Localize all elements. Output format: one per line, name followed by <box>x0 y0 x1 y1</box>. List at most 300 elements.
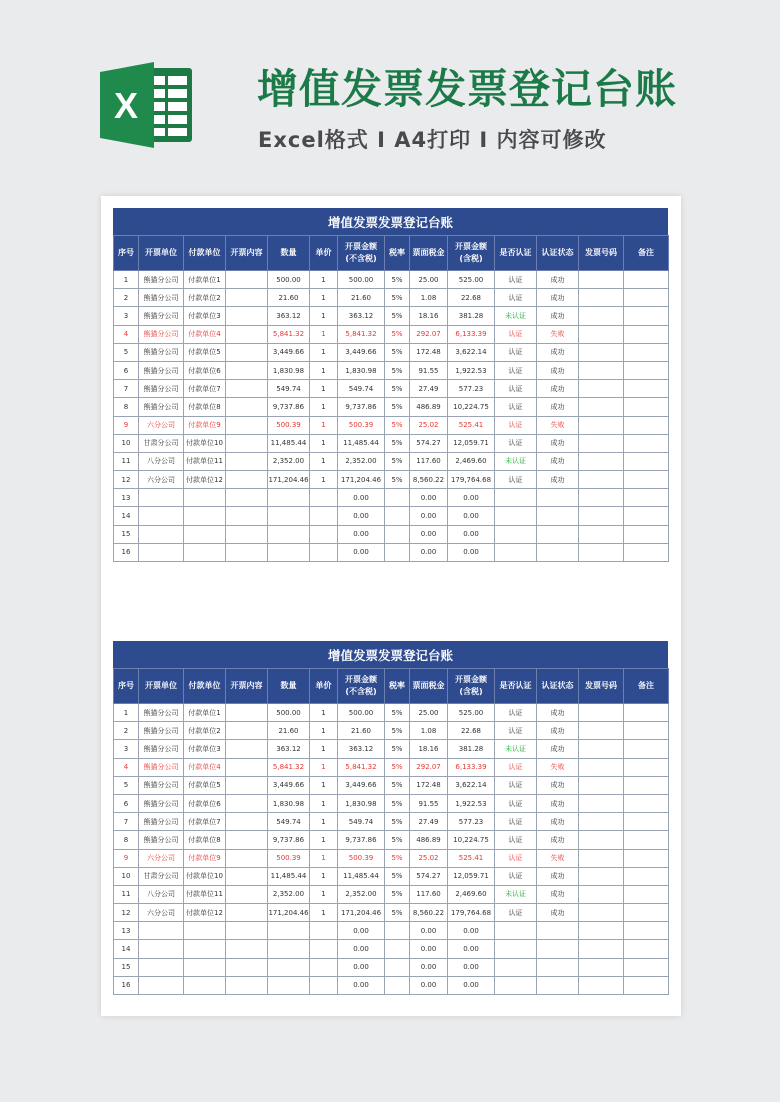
table-cell[interactable] <box>226 543 268 561</box>
table-cell[interactable] <box>579 361 624 379</box>
table-cell[interactable]: 171,204.46 <box>268 471 310 489</box>
table-cell[interactable] <box>579 904 624 922</box>
table-cell[interactable]: 9,737.86 <box>338 398 385 416</box>
table-cell[interactable]: 9,737.86 <box>338 831 385 849</box>
table-cell[interactable]: 5% <box>385 361 410 379</box>
table-cell[interactable]: 1 <box>310 361 338 379</box>
table-cell[interactable]: 1.08 <box>410 722 448 740</box>
table-cell[interactable]: 2 <box>114 289 139 307</box>
table-cell[interactable]: 9,737.86 <box>268 831 310 849</box>
table-cell[interactable] <box>624 380 669 398</box>
table-cell[interactable]: 5% <box>385 904 410 922</box>
table-cell[interactable] <box>624 416 669 434</box>
table-cell[interactable]: 未认证 <box>495 307 537 325</box>
table-cell[interactable]: 成功 <box>537 794 579 812</box>
table-cell[interactable] <box>624 507 669 525</box>
table-cell[interactable] <box>184 525 226 543</box>
table-cell[interactable]: 熊猫分公司 <box>139 740 184 758</box>
table-cell[interactable]: 未认证 <box>495 740 537 758</box>
table-cell[interactable]: 0.00 <box>338 922 385 940</box>
table-cell[interactable]: 5% <box>385 471 410 489</box>
table-cell[interactable] <box>579 543 624 561</box>
table-cell[interactable]: 5% <box>385 325 410 343</box>
table-cell[interactable] <box>579 452 624 470</box>
table-cell[interactable]: 12 <box>114 904 139 922</box>
table-cell[interactable]: 91.55 <box>410 361 448 379</box>
table-cell[interactable] <box>226 849 268 867</box>
table-cell[interactable]: 25.02 <box>410 849 448 867</box>
table-cell[interactable] <box>579 704 624 722</box>
table-cell[interactable] <box>495 958 537 976</box>
table-cell[interactable]: 549.74 <box>338 813 385 831</box>
table-cell[interactable]: 5% <box>385 289 410 307</box>
table-cell[interactable]: 认证 <box>495 758 537 776</box>
table-cell[interactable]: 5% <box>385 452 410 470</box>
table-cell[interactable] <box>184 922 226 940</box>
table-cell[interactable]: 熊猫分公司 <box>139 813 184 831</box>
table-cell[interactable]: 1 <box>310 867 338 885</box>
table-cell[interactable] <box>268 922 310 940</box>
table-cell[interactable]: 1 <box>310 325 338 343</box>
table-cell[interactable]: 认证 <box>495 434 537 452</box>
table-cell[interactable] <box>579 489 624 507</box>
table-cell[interactable] <box>537 958 579 976</box>
table-cell[interactable] <box>624 940 669 958</box>
table-cell[interactable]: 0.00 <box>338 543 385 561</box>
table-cell[interactable]: 1 <box>310 471 338 489</box>
table-cell[interactable] <box>537 940 579 958</box>
table-cell[interactable]: 2,352.00 <box>268 885 310 903</box>
table-cell[interactable]: 付款单位5 <box>184 776 226 794</box>
table-cell[interactable]: 172.48 <box>410 343 448 361</box>
table-cell[interactable]: 8 <box>114 831 139 849</box>
table-cell[interactable] <box>624 471 669 489</box>
table-cell[interactable] <box>226 867 268 885</box>
table-cell[interactable] <box>579 380 624 398</box>
table-cell[interactable] <box>624 289 669 307</box>
table-cell[interactable] <box>385 543 410 561</box>
table-cell[interactable]: 付款单位8 <box>184 398 226 416</box>
table-cell[interactable]: 5% <box>385 885 410 903</box>
table-cell[interactable]: 363.12 <box>338 740 385 758</box>
table-cell[interactable]: 熊猫分公司 <box>139 380 184 398</box>
table-cell[interactable] <box>310 940 338 958</box>
table-cell[interactable] <box>385 940 410 958</box>
table-cell[interactable]: 成功 <box>537 813 579 831</box>
table-cell[interactable]: 认证 <box>495 776 537 794</box>
table-cell[interactable]: 失败 <box>537 849 579 867</box>
table-cell[interactable]: 1 <box>310 398 338 416</box>
table-cell[interactable] <box>226 271 268 289</box>
table-cell[interactable] <box>226 416 268 434</box>
table-cell[interactable]: 5 <box>114 776 139 794</box>
table-cell[interactable]: 6,133.39 <box>448 758 495 776</box>
table-cell[interactable]: 付款单位10 <box>184 434 226 452</box>
table-cell[interactable] <box>624 361 669 379</box>
table-cell[interactable] <box>385 922 410 940</box>
table-cell[interactable] <box>624 740 669 758</box>
table-cell[interactable] <box>624 543 669 561</box>
table-cell[interactable]: 付款单位11 <box>184 452 226 470</box>
table-cell[interactable] <box>226 325 268 343</box>
table-cell[interactable] <box>537 507 579 525</box>
table-cell[interactable] <box>624 325 669 343</box>
table-cell[interactable]: 22.68 <box>448 722 495 740</box>
table-cell[interactable]: 11,485.44 <box>268 434 310 452</box>
table-cell[interactable] <box>139 489 184 507</box>
table-cell[interactable]: 5% <box>385 343 410 361</box>
table-cell[interactable]: 认证 <box>495 704 537 722</box>
table-cell[interactable]: 1 <box>114 704 139 722</box>
table-cell[interactable]: 5% <box>385 416 410 434</box>
table-cell[interactable]: 0.00 <box>410 543 448 561</box>
table-cell[interactable] <box>624 398 669 416</box>
table-cell[interactable] <box>310 922 338 940</box>
table-cell[interactable]: 6 <box>114 361 139 379</box>
table-cell[interactable]: 熊猫分公司 <box>139 704 184 722</box>
table-cell[interactable] <box>226 794 268 812</box>
table-cell[interactable]: 付款单位9 <box>184 416 226 434</box>
table-cell[interactable]: 成功 <box>537 361 579 379</box>
table-cell[interactable]: 付款单位9 <box>184 849 226 867</box>
table-cell[interactable] <box>310 958 338 976</box>
table-cell[interactable] <box>579 794 624 812</box>
table-cell[interactable]: 2,352.00 <box>268 452 310 470</box>
table-cell[interactable]: 179,764.68 <box>448 471 495 489</box>
table-cell[interactable] <box>624 307 669 325</box>
table-cell[interactable] <box>579 776 624 794</box>
table-cell[interactable] <box>495 940 537 958</box>
table-cell[interactable] <box>579 813 624 831</box>
table-cell[interactable] <box>268 543 310 561</box>
table-cell[interactable]: 付款单位12 <box>184 471 226 489</box>
table-cell[interactable]: 0.00 <box>410 525 448 543</box>
table-cell[interactable] <box>310 543 338 561</box>
table-cell[interactable]: 525.41 <box>448 849 495 867</box>
table-cell[interactable] <box>385 958 410 976</box>
table-cell[interactable]: 1 <box>310 758 338 776</box>
table-cell[interactable]: 甘肃分公司 <box>139 867 184 885</box>
table-cell[interactable]: 549.74 <box>338 380 385 398</box>
table-cell[interactable]: 甘肃分公司 <box>139 434 184 452</box>
table-cell[interactable] <box>624 958 669 976</box>
table-cell[interactable] <box>268 525 310 543</box>
table-cell[interactable]: 5% <box>385 704 410 722</box>
table-cell[interactable]: 认证 <box>495 849 537 867</box>
table-cell[interactable]: 577.23 <box>448 813 495 831</box>
table-cell[interactable]: 171,204.46 <box>268 904 310 922</box>
table-cell[interactable]: 549.74 <box>268 813 310 831</box>
table-cell[interactable] <box>226 740 268 758</box>
table-cell[interactable]: 1 <box>310 704 338 722</box>
table-cell[interactable]: 500.00 <box>268 271 310 289</box>
table-cell[interactable]: 6,133.39 <box>448 325 495 343</box>
table-cell[interactable]: 5% <box>385 307 410 325</box>
table-cell[interactable] <box>579 831 624 849</box>
table-cell[interactable] <box>226 722 268 740</box>
table-cell[interactable]: 500.39 <box>338 849 385 867</box>
table-cell[interactable] <box>579 398 624 416</box>
table-cell[interactable]: 认证 <box>495 289 537 307</box>
table-cell[interactable] <box>579 307 624 325</box>
table-cell[interactable] <box>184 489 226 507</box>
table-cell[interactable]: 12,059.71 <box>448 434 495 452</box>
table-cell[interactable] <box>624 489 669 507</box>
table-cell[interactable] <box>139 922 184 940</box>
table-cell[interactable] <box>624 525 669 543</box>
table-cell[interactable] <box>184 543 226 561</box>
table-cell[interactable]: 11 <box>114 452 139 470</box>
table-cell[interactable]: 成功 <box>537 831 579 849</box>
table-cell[interactable]: 认证 <box>495 325 537 343</box>
table-cell[interactable]: 付款单位10 <box>184 867 226 885</box>
table-cell[interactable]: 9 <box>114 849 139 867</box>
table-cell[interactable]: 付款单位6 <box>184 361 226 379</box>
table-cell[interactable]: 13 <box>114 489 139 507</box>
table-cell[interactable]: 3,449.66 <box>338 343 385 361</box>
table-cell[interactable]: 1 <box>310 271 338 289</box>
table-cell[interactable]: 付款单位1 <box>184 704 226 722</box>
table-cell[interactable] <box>226 471 268 489</box>
table-cell[interactable]: 0.00 <box>448 543 495 561</box>
table-cell[interactable]: 21.60 <box>268 722 310 740</box>
table-cell[interactable]: 16 <box>114 976 139 994</box>
table-cell[interactable]: 15 <box>114 525 139 543</box>
table-cell[interactable]: 25.00 <box>410 271 448 289</box>
table-cell[interactable] <box>579 722 624 740</box>
table-cell[interactable]: 14 <box>114 507 139 525</box>
table-cell[interactable]: 6 <box>114 794 139 812</box>
table-cell[interactable]: 0.00 <box>338 976 385 994</box>
table-cell[interactable]: 549.74 <box>268 380 310 398</box>
table-cell[interactable] <box>385 489 410 507</box>
table-cell[interactable] <box>495 525 537 543</box>
table-cell[interactable] <box>537 489 579 507</box>
table-cell[interactable]: 18.16 <box>410 307 448 325</box>
table-cell[interactable]: 八分公司 <box>139 885 184 903</box>
table-cell[interactable] <box>579 343 624 361</box>
table-cell[interactable]: 179,764.68 <box>448 904 495 922</box>
table-cell[interactable] <box>624 813 669 831</box>
table-cell[interactable]: 21.60 <box>338 289 385 307</box>
table-cell[interactable]: 1 <box>310 452 338 470</box>
table-cell[interactable]: 0.00 <box>338 940 385 958</box>
table-cell[interactable] <box>624 434 669 452</box>
table-cell[interactable]: 171,204.46 <box>338 471 385 489</box>
table-cell[interactable]: 25.02 <box>410 416 448 434</box>
table-cell[interactable]: 认证 <box>495 722 537 740</box>
table-cell[interactable]: 付款单位6 <box>184 794 226 812</box>
table-cell[interactable] <box>139 976 184 994</box>
table-cell[interactable] <box>139 543 184 561</box>
table-cell[interactable]: 3,449.66 <box>338 776 385 794</box>
table-cell[interactable]: 2,469.60 <box>448 452 495 470</box>
table-cell[interactable] <box>226 307 268 325</box>
table-cell[interactable]: 0.00 <box>338 958 385 976</box>
table-cell[interactable]: 熊猫分公司 <box>139 307 184 325</box>
table-cell[interactable]: 0.00 <box>448 525 495 543</box>
table-cell[interactable]: 363.12 <box>338 307 385 325</box>
table-cell[interactable]: 成功 <box>537 776 579 794</box>
table-cell[interactable] <box>226 976 268 994</box>
table-cell[interactable]: 5% <box>385 849 410 867</box>
table-cell[interactable]: 577.23 <box>448 380 495 398</box>
table-cell[interactable]: 熊猫分公司 <box>139 361 184 379</box>
table-cell[interactable]: 付款单位5 <box>184 343 226 361</box>
table-cell[interactable]: 5,841.32 <box>268 758 310 776</box>
table-cell[interactable]: 成功 <box>537 271 579 289</box>
table-cell[interactable] <box>226 343 268 361</box>
table-cell[interactable] <box>624 976 669 994</box>
table-cell[interactable]: 117.60 <box>410 885 448 903</box>
table-cell[interactable] <box>385 525 410 543</box>
table-cell[interactable]: 付款单位7 <box>184 813 226 831</box>
table-cell[interactable] <box>579 271 624 289</box>
table-cell[interactable]: 381.28 <box>448 740 495 758</box>
table-cell[interactable]: 1,922.53 <box>448 794 495 812</box>
table-cell[interactable] <box>310 525 338 543</box>
table-cell[interactable]: 3 <box>114 307 139 325</box>
table-cell[interactable]: 5,841.32 <box>338 758 385 776</box>
table-cell[interactable]: 574.27 <box>410 867 448 885</box>
table-cell[interactable] <box>579 325 624 343</box>
table-cell[interactable] <box>226 758 268 776</box>
table-cell[interactable]: 21.60 <box>268 289 310 307</box>
table-cell[interactable]: 八分公司 <box>139 452 184 470</box>
table-cell[interactable]: 292.07 <box>410 758 448 776</box>
table-cell[interactable]: 292.07 <box>410 325 448 343</box>
table-cell[interactable]: 0.00 <box>338 507 385 525</box>
table-cell[interactable] <box>226 489 268 507</box>
table-cell[interactable]: 525.41 <box>448 416 495 434</box>
table-cell[interactable]: 熊猫分公司 <box>139 271 184 289</box>
table-cell[interactable] <box>226 452 268 470</box>
table-cell[interactable]: 熊猫分公司 <box>139 325 184 343</box>
table-cell[interactable] <box>268 976 310 994</box>
table-cell[interactable]: 失败 <box>537 416 579 434</box>
table-cell[interactable]: 熊猫分公司 <box>139 794 184 812</box>
table-cell[interactable] <box>310 489 338 507</box>
table-cell[interactable]: 熊猫分公司 <box>139 831 184 849</box>
table-cell[interactable]: 0.00 <box>410 958 448 976</box>
table-cell[interactable]: 认证 <box>495 813 537 831</box>
table-cell[interactable] <box>226 434 268 452</box>
table-cell[interactable]: 171,204.46 <box>338 904 385 922</box>
table-cell[interactable]: 7 <box>114 813 139 831</box>
table-cell[interactable]: 5% <box>385 794 410 812</box>
table-cell[interactable] <box>226 940 268 958</box>
table-cell[interactable]: 0.00 <box>448 976 495 994</box>
table-cell[interactable] <box>226 776 268 794</box>
table-cell[interactable]: 15 <box>114 958 139 976</box>
table-cell[interactable]: 付款单位1 <box>184 271 226 289</box>
table-cell[interactable]: 0.00 <box>410 940 448 958</box>
table-cell[interactable] <box>226 904 268 922</box>
table-cell[interactable]: 25.00 <box>410 704 448 722</box>
table-cell[interactable] <box>624 922 669 940</box>
table-cell[interactable]: 成功 <box>537 471 579 489</box>
table-cell[interactable]: 1,830.98 <box>268 361 310 379</box>
table-cell[interactable]: 172.48 <box>410 776 448 794</box>
table-cell[interactable]: 熊猫分公司 <box>139 398 184 416</box>
table-cell[interactable] <box>495 976 537 994</box>
table-cell[interactable]: 付款单位4 <box>184 325 226 343</box>
table-cell[interactable] <box>226 922 268 940</box>
table-cell[interactable]: 成功 <box>537 904 579 922</box>
table-cell[interactable]: 12,059.71 <box>448 867 495 885</box>
table-cell[interactable]: 1 <box>310 794 338 812</box>
table-cell[interactable] <box>184 958 226 976</box>
table-cell[interactable]: 认证 <box>495 867 537 885</box>
table-cell[interactable]: 成功 <box>537 740 579 758</box>
table-cell[interactable] <box>226 813 268 831</box>
table-cell[interactable] <box>184 976 226 994</box>
table-cell[interactable]: 16 <box>114 543 139 561</box>
table-cell[interactable] <box>139 525 184 543</box>
table-cell[interactable]: 熊猫分公司 <box>139 758 184 776</box>
table-cell[interactable]: 1.08 <box>410 289 448 307</box>
table-cell[interactable]: 成功 <box>537 289 579 307</box>
table-cell[interactable]: 500.39 <box>338 416 385 434</box>
table-cell[interactable] <box>226 885 268 903</box>
table-cell[interactable]: 8,560.22 <box>410 904 448 922</box>
table-cell[interactable] <box>139 958 184 976</box>
table-cell[interactable]: 认证 <box>495 904 537 922</box>
table-cell[interactable]: 1 <box>310 722 338 740</box>
table-cell[interactable] <box>268 507 310 525</box>
table-cell[interactable]: 574.27 <box>410 434 448 452</box>
table-cell[interactable]: 10,224.75 <box>448 398 495 416</box>
table-cell[interactable] <box>579 740 624 758</box>
table-cell[interactable]: 1 <box>310 831 338 849</box>
table-cell[interactable]: 0.00 <box>448 922 495 940</box>
table-cell[interactable] <box>537 525 579 543</box>
table-cell[interactable]: 5% <box>385 722 410 740</box>
table-cell[interactable]: 2,352.00 <box>338 452 385 470</box>
table-cell[interactable]: 5,841.32 <box>268 325 310 343</box>
table-cell[interactable] <box>579 416 624 434</box>
table-cell[interactable]: 4 <box>114 758 139 776</box>
table-cell[interactable]: 525.00 <box>448 704 495 722</box>
table-cell[interactable] <box>624 776 669 794</box>
table-cell[interactable] <box>624 867 669 885</box>
table-cell[interactable] <box>268 489 310 507</box>
table-cell[interactable]: 18.16 <box>410 740 448 758</box>
table-cell[interactable] <box>226 831 268 849</box>
table-cell[interactable]: 成功 <box>537 307 579 325</box>
table-cell[interactable]: 3 <box>114 740 139 758</box>
table-cell[interactable] <box>385 507 410 525</box>
table-cell[interactable]: 3,449.66 <box>268 776 310 794</box>
table-cell[interactable]: 成功 <box>537 343 579 361</box>
table-cell[interactable]: 认证 <box>495 831 537 849</box>
table-cell[interactable]: 1,830.98 <box>338 361 385 379</box>
table-cell[interactable]: 27.49 <box>410 380 448 398</box>
table-cell[interactable] <box>579 758 624 776</box>
table-cell[interactable]: 成功 <box>537 434 579 452</box>
table-cell[interactable]: 2,469.60 <box>448 885 495 903</box>
table-cell[interactable] <box>139 507 184 525</box>
table-cell[interactable]: 成功 <box>537 452 579 470</box>
table-cell[interactable]: 2 <box>114 722 139 740</box>
table-cell[interactable]: 500.00 <box>338 704 385 722</box>
table-cell[interactable]: 5% <box>385 434 410 452</box>
table-cell[interactable] <box>624 343 669 361</box>
table-cell[interactable]: 认证 <box>495 271 537 289</box>
table-cell[interactable]: 认证 <box>495 361 537 379</box>
table-cell[interactable] <box>579 289 624 307</box>
table-cell[interactable] <box>268 958 310 976</box>
